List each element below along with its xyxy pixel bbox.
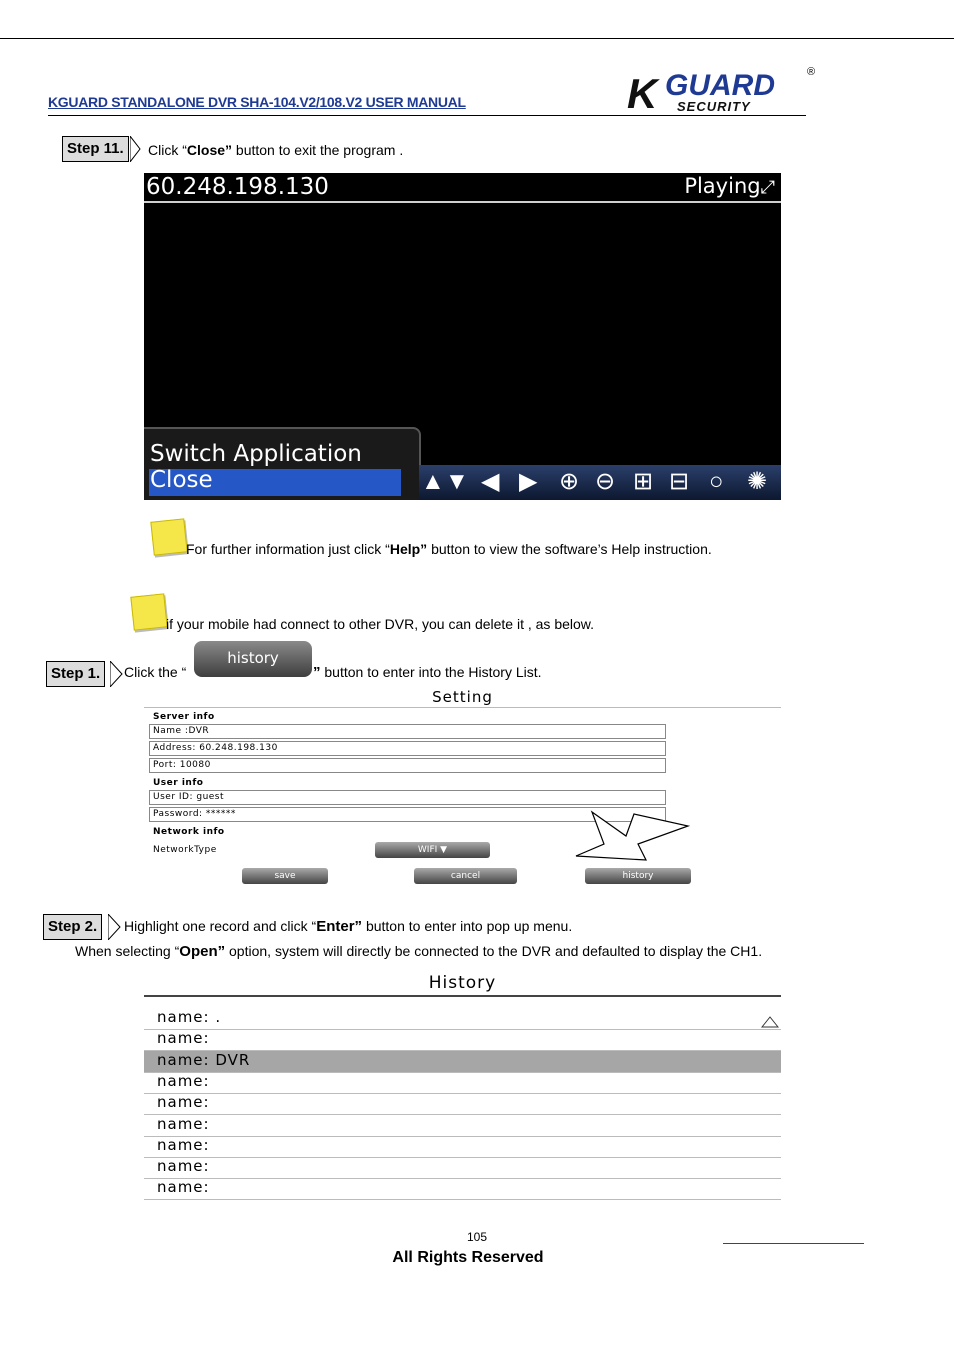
address-field[interactable]: Address: 60.248.198.130 — [149, 741, 666, 756]
setting-title: Setting — [432, 688, 493, 706]
step-1-label: Step 1. — [46, 661, 105, 687]
step-1-text-pre: Click the “ — [124, 664, 187, 680]
top-rule — [0, 38, 954, 39]
pointer-arrow-icon — [574, 808, 694, 866]
focus-plus-icon[interactable]: ⊞ — [633, 468, 654, 495]
setting-title-rule — [144, 707, 781, 708]
password-field[interactable]: Password: ****** — [149, 807, 666, 822]
player-screenshot — [144, 173, 781, 500]
popup-menu — [144, 427, 421, 500]
menu-item-close[interactable]: Close — [150, 467, 213, 493]
control-bar — [419, 465, 781, 500]
setting-screenshot — [144, 688, 781, 890]
history-button-image: history — [194, 641, 312, 677]
fullscreen-icon: ⤢ — [760, 177, 775, 198]
network-info-heading: Network info — [153, 827, 225, 837]
server-info-heading: Server info — [153, 712, 215, 722]
history-row[interactable]: name: — [144, 1115, 781, 1137]
note-help-text: For further information just click “Help” button to view the software’s Help instruction. — [186, 541, 712, 557]
port-field[interactable]: Port: 10080 — [149, 758, 666, 773]
history-row[interactable]: name: — [144, 1136, 781, 1158]
step-arrow-icon — [110, 661, 124, 687]
history-row[interactable]: name: — [144, 1178, 781, 1200]
step-11-label: Step 11. — [62, 136, 129, 162]
step-2-text: Highlight one record and click “Enter” button to enter into pop up menu. — [124, 918, 573, 935]
user-id-field[interactable]: User ID: guest — [149, 790, 666, 805]
history-button[interactable]: history — [585, 868, 691, 884]
history-row[interactable]: name: — [144, 1072, 781, 1094]
dropdown-arrow-icon: ▼ — [440, 845, 448, 855]
left-arrow-icon[interactable]: ◀ — [481, 468, 500, 495]
history-title-rule — [144, 995, 781, 997]
step-11-text: Click “Close” button to exit the program . — [148, 142, 404, 158]
manual-title: KGUARD STANDALONE DVR SHA-104.V2/108.V2 USER MANUAL — [48, 94, 466, 110]
user-info-heading: User info — [153, 778, 204, 788]
note-icon — [150, 518, 187, 555]
step-arrow-icon — [108, 914, 122, 940]
history-row[interactable]: name: — [144, 1093, 781, 1115]
note-icon — [130, 593, 167, 630]
rights-reserved: All Rights Reserved — [392, 1249, 544, 1266]
up-arrow-icon[interactable]: ▲ — [421, 468, 445, 495]
zoom-in-icon[interactable]: ⊕ — [559, 468, 580, 495]
wifi-dropdown[interactable]: WIFI ▼ — [375, 842, 490, 858]
step-1-text-post: ” button to enter into the History List. — [313, 664, 542, 681]
history-row[interactable]: name: — [144, 1029, 781, 1051]
page-number: 105 — [466, 1230, 488, 1244]
history-row[interactable]: name: — [144, 1157, 781, 1179]
history-title: History — [428, 973, 497, 993]
player-top-bar — [144, 173, 781, 203]
kguard-logo: K GUARD SECURITY ® — [627, 66, 816, 117]
name-field[interactable]: Name :DVR — [149, 724, 666, 739]
cancel-button[interactable]: cancel — [414, 868, 517, 884]
focus-minus-icon[interactable]: ⊟ — [669, 468, 690, 495]
down-arrow-icon[interactable]: ▼ — [445, 468, 469, 495]
note-delete-text: if your mobile had connect to other DVR, you can delete it , as below. — [166, 616, 595, 632]
zoom-out-icon[interactable]: ⊖ — [595, 468, 616, 495]
history-screenshot — [144, 970, 781, 1200]
history-row-selected[interactable]: name: DVR — [144, 1051, 781, 1073]
footer-link-underline — [723, 1243, 864, 1244]
save-button[interactable]: save — [242, 868, 328, 884]
iris-open-icon[interactable]: ○ — [709, 468, 724, 495]
network-type-label: NetworkType — [153, 845, 217, 855]
player-ip: 60.248.198.130 — [146, 174, 329, 200]
step-2-open-text: When selecting “Open” option, system will directly be connected to the DVR and defaulted to display the CH1. — [75, 943, 763, 960]
history-row[interactable]: name: . — [144, 1008, 781, 1030]
right-arrow-icon[interactable]: ▶ — [519, 468, 538, 495]
scroll-up-icon[interactable] — [761, 1016, 779, 1028]
step-arrow-icon — [130, 136, 142, 162]
iris-close-icon[interactable]: ✺ — [747, 468, 768, 495]
menu-item-switch-application[interactable]: Switch Application — [150, 441, 362, 467]
player-status: Playing⤢ — [684, 174, 775, 198]
step-2-label: Step 2. — [43, 914, 102, 940]
